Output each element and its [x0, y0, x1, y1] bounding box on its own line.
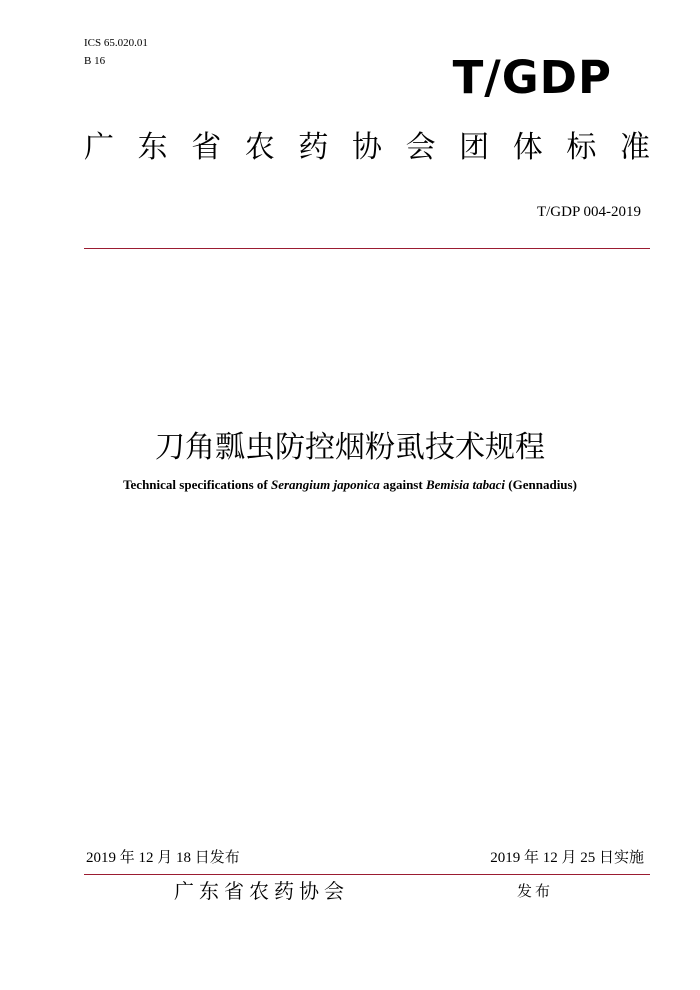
org-title-char: 广	[84, 130, 114, 165]
org-title-char: 体	[512, 130, 543, 165]
english-title-text: (Gennadius)	[505, 477, 577, 492]
species-name: Bemisia tabaci	[425, 477, 506, 492]
species-name: Serangium japonica	[271, 477, 380, 492]
org-title-char: 东	[137, 130, 168, 165]
org-title-char: 会	[405, 130, 436, 165]
ccs-code: B 16	[84, 55, 106, 67]
english-title	[0, 477, 700, 493]
chinese-title: 刀角瓢虫防控烟粉虱技术规程	[155, 430, 545, 465]
standard-logo: T/GDP	[452, 51, 612, 104]
publish-date: 2019 年 12 月 18 日发布	[86, 850, 240, 866]
bottom-divider	[84, 874, 650, 875]
issue-label: 发布	[517, 882, 554, 900]
org-title-char: 准	[619, 130, 650, 165]
english-title-text: against	[379, 477, 426, 492]
org-title-char: 省	[191, 130, 222, 165]
ics-code: ICS 65.020.01	[84, 37, 148, 49]
org-title-char: 团	[459, 130, 490, 165]
implement-date: 2019 年 12 月 25 日实施	[490, 850, 644, 866]
organization-standard-title	[84, 128, 650, 168]
org-title-char: 药	[298, 130, 329, 165]
issuing-organization: 广东省农药协会	[174, 879, 349, 903]
top-divider	[84, 248, 650, 249]
org-title-char: 标	[566, 130, 597, 165]
english-title-text: Technical specifications of	[123, 477, 271, 492]
standard-number: T/GDP 004-2019	[536, 204, 641, 220]
org-title-char: 农	[244, 130, 275, 165]
org-title-char: 协	[351, 130, 382, 165]
